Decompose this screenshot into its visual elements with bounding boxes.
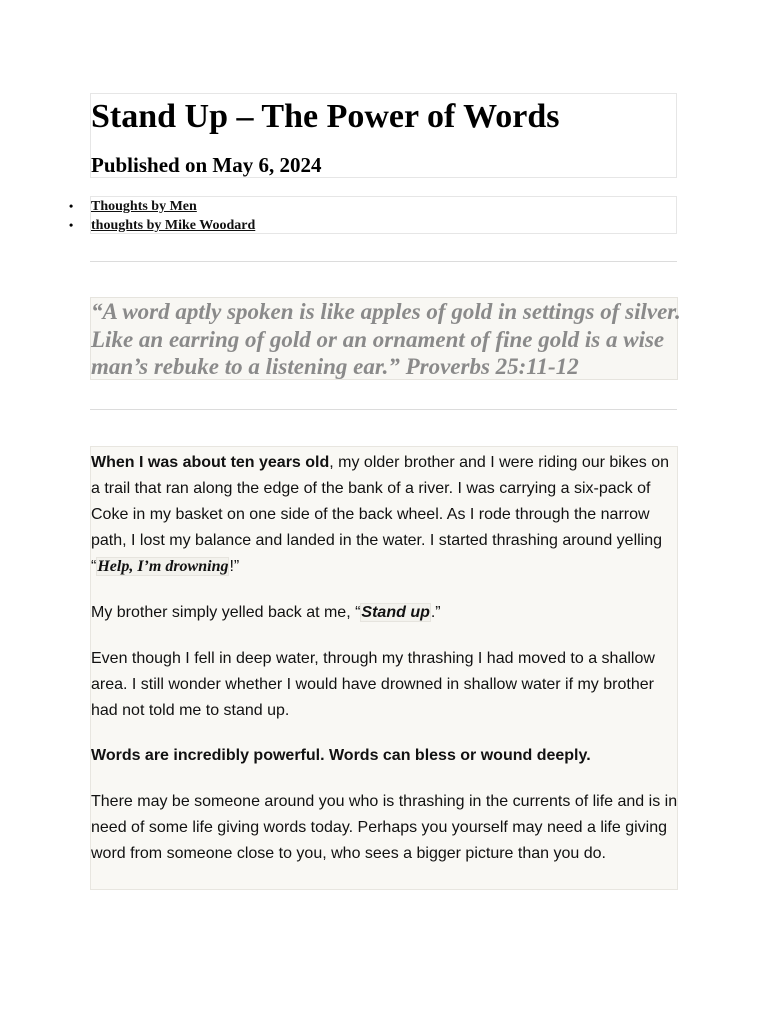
tag-link-thoughts-by-mike-woodard[interactable]: thoughts by Mike Woodard xyxy=(91,218,256,233)
tag-item xyxy=(69,216,256,235)
tag-item xyxy=(69,197,255,216)
paragraph-4 xyxy=(91,743,679,769)
divider xyxy=(90,409,677,410)
paragraph-lead: When I was about ten years old xyxy=(91,454,330,471)
paragraph-3: Even though I fell in deep water, through my thrashing I had moved to a shallow area. I still wonder whether I would have drowned in shallow water if my brother had not told me to stand up. xyxy=(91,650,655,719)
quote-text: “A word aptly spoken is like apples of gold in settings of silver. Like an earring of gold or an ornament of fine gold is a wise man’s rebuke to a listening ear.” Proverbs 25:11-12 xyxy=(91,299,681,379)
paragraph-2 xyxy=(91,600,679,626)
paragraph-end: .” xyxy=(430,604,441,621)
paragraph-1 xyxy=(91,450,679,580)
bullet-icon: • xyxy=(69,218,74,232)
paragraph-text: , my older brother and I were riding our bikes on a trail that ran along the edge of the bank of a river. I was carrying a six-pack of Coke in my basket on one side of the back wheel. As I rode through the narrow path, I lost my balance and landed in the water. I started thrashing around yelling “ xyxy=(91,454,669,575)
emphasis-text: Stand up xyxy=(361,604,430,621)
bullet-icon: • xyxy=(69,199,74,213)
published-date: Published on May 6, 2024 xyxy=(91,153,322,177)
divider xyxy=(90,261,677,262)
paragraph-5: There may be someone around you who is thrashing in the currents of life and is in need of some life giving words today. Perhaps you yourself may need a life giving word from someone close to you, who sees a bigger picture than you do. xyxy=(91,793,678,862)
paragraph-text: My brother simply yelled back at me, “ xyxy=(91,604,361,621)
tag-list xyxy=(69,197,256,235)
tag-link-thoughts-by-men[interactable]: Thoughts by Men xyxy=(91,199,197,214)
article-body xyxy=(90,446,678,890)
category-tags xyxy=(69,196,677,234)
emphasis-text: Help, I’m drowning xyxy=(97,558,229,575)
paragraph-end: !” xyxy=(229,558,240,575)
article-header xyxy=(90,93,677,178)
article-title: Stand Up – The Power of Words xyxy=(91,98,560,135)
scripture-quote xyxy=(90,297,681,380)
paragraph-strong: Words are incredibly powerful. Words can bless or wound deeply. xyxy=(91,747,591,764)
